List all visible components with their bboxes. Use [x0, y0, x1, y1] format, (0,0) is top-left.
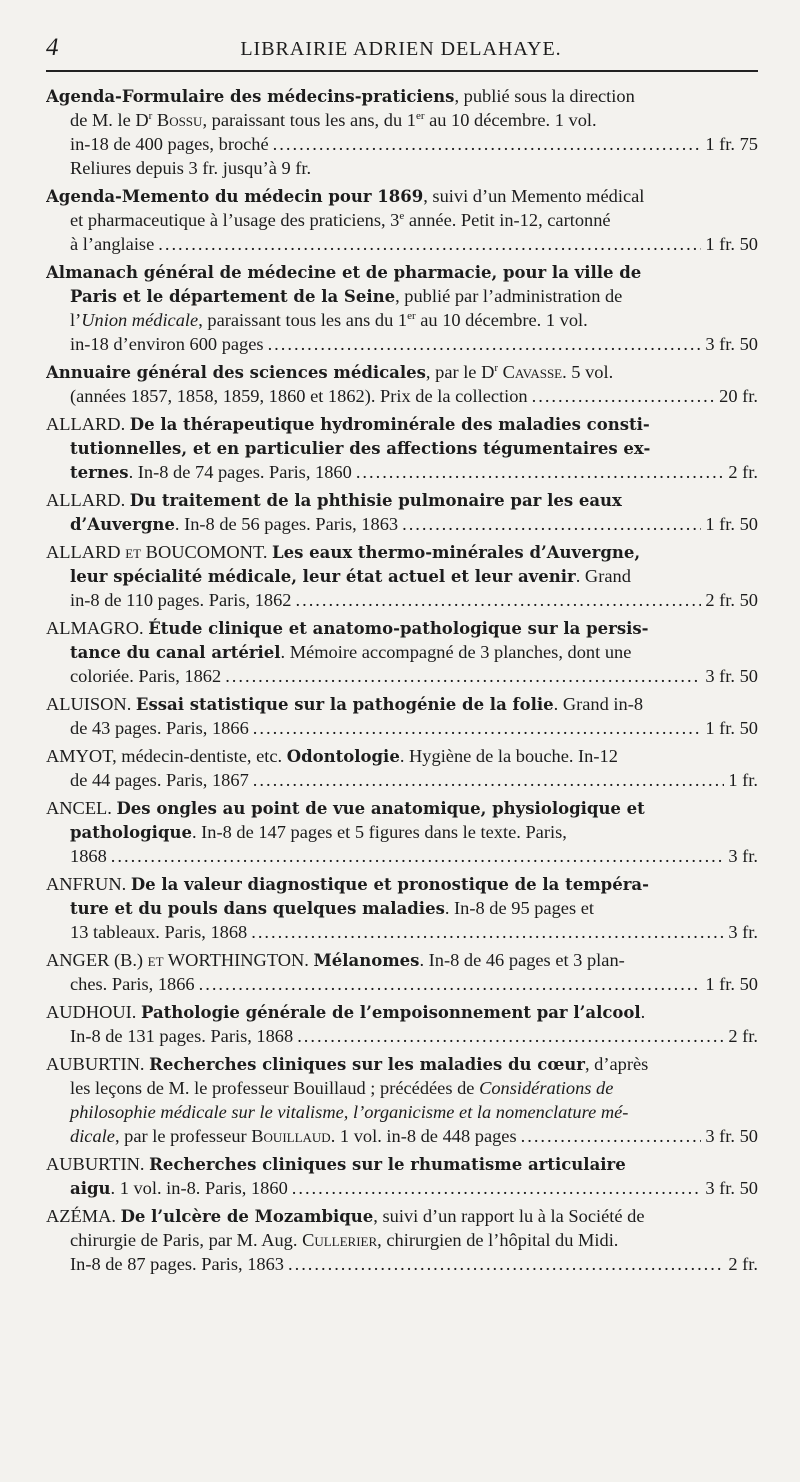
- running-title: LIBRAIRIE ADRIEN DELAHAYE.: [240, 38, 562, 60]
- entry-title: Odontologie: [286, 747, 400, 766]
- entry-price-line: [46, 1252, 758, 1276]
- entry-description: 1868: [70, 846, 107, 866]
- entry-description: In-8 de 131 pages. Paris, 1868: [70, 1026, 294, 1046]
- entry-line: [46, 308, 758, 332]
- entry-line: [46, 564, 758, 588]
- small-caps-text: Cullerier: [302, 1230, 378, 1250]
- entry-line: [46, 744, 758, 768]
- entry-title: Recherches cliniques sur les maladies du cœur: [149, 1055, 585, 1074]
- entry-title: Paris et le département de la Seine: [70, 287, 396, 306]
- entry-price-line: [46, 460, 758, 484]
- superscript: er: [407, 309, 416, 322]
- entry-price-line: [46, 132, 758, 156]
- entry-text: . 5 vol.: [562, 362, 614, 382]
- entry-text: ALLARD.: [46, 490, 130, 510]
- entry-line: [46, 184, 758, 208]
- entry-text: année. Petit in-12, cartonné: [404, 210, 611, 230]
- entry-price-line: [46, 232, 758, 256]
- entry-text: AUBURTIN.: [46, 1054, 150, 1074]
- entry-price-line: [46, 512, 758, 536]
- entry-text: . In-8 de 147 pages et 5 figures dans le texte. Paris,: [191, 822, 567, 842]
- entry-text: au 10 décembre. 1 vol.: [424, 110, 597, 130]
- entry-text: , d’après: [584, 1054, 649, 1074]
- entry-price: 2 fr.: [728, 1026, 758, 1046]
- entry-price: 3 fr.: [728, 922, 758, 942]
- entry-line: [46, 616, 758, 640]
- entry-title: Recherches cliniques sur le rhumatisme articulaire: [149, 1155, 626, 1174]
- small-caps-text: Cavasse: [498, 362, 563, 382]
- entry-text: , paraissant tous les ans, du 1: [202, 110, 416, 130]
- catalogue-entry: [46, 360, 758, 408]
- entry-title: De la valeur diagnostique et pronostique de la tempéra-: [130, 875, 649, 894]
- entry-price-line: [46, 768, 758, 792]
- entry-text: .: [640, 1002, 646, 1022]
- entry-line: [46, 540, 758, 564]
- entry-text: , publié sous la direction: [454, 86, 635, 106]
- entry-price-line: [46, 1024, 758, 1048]
- entry-line: [46, 284, 758, 308]
- entry-text: ANGER (B.): [46, 950, 148, 970]
- dot-leader: [273, 132, 702, 156]
- dot-leader: [297, 1024, 724, 1048]
- entry-title: d’Auvergne: [70, 515, 175, 534]
- small-caps-text: Bossu: [152, 110, 203, 130]
- page-header: [46, 30, 756, 66]
- entry-line: [46, 1228, 758, 1252]
- italic-text: dicale: [70, 1126, 115, 1146]
- entry-title: tance du canal artériel: [70, 643, 281, 662]
- entry-price-line: [46, 332, 758, 356]
- catalogue-entry: [46, 796, 758, 868]
- entry-line: [46, 360, 758, 384]
- entry-line: [46, 1000, 758, 1024]
- catalogue-entry: [46, 692, 758, 740]
- entry-title: leur spécialité médicale, leur état actuel et leur avenir: [70, 567, 576, 586]
- entry-price-line: [46, 664, 758, 688]
- dot-leader: [111, 844, 725, 868]
- entry-text: et pharmaceutique à l’usage des praticiens, 3: [70, 210, 400, 230]
- entry-line: [46, 692, 758, 716]
- entry-line: [46, 1076, 758, 1100]
- entry-line: [46, 1204, 758, 1228]
- catalogue-entry: [46, 744, 758, 792]
- entry-description: in-18 d’environ 600 pages: [70, 334, 264, 354]
- entry-title: Mélanomes: [313, 951, 420, 970]
- entry-text: . 1 vol. in-8. Paris, 1860: [110, 1178, 288, 1198]
- entry-text: ALMAGRO.: [46, 618, 149, 638]
- entry-title: Almanach général de médecine et de pharmacie, pour la ville de: [46, 263, 642, 282]
- entry-description: [70, 512, 398, 536]
- dot-leader: [356, 460, 725, 484]
- entry-text: l’: [70, 310, 82, 330]
- entry-price: 1 fr.: [728, 770, 758, 790]
- entry-line: [46, 820, 758, 844]
- entry-price: 2 fr. 50: [705, 590, 758, 610]
- entry-text: AMYOT, médecin-dentiste, etc.: [46, 746, 287, 766]
- entry-title: aigu: [70, 1179, 111, 1198]
- entry-line: [46, 1100, 758, 1124]
- entry-price-line: [46, 844, 758, 868]
- entry-line: [46, 208, 758, 232]
- dot-leader: [253, 768, 725, 792]
- entry-title: Essai statistique sur la pathogénie de la folie: [135, 695, 554, 714]
- entry-text: WORTHINGTON.: [163, 950, 314, 970]
- entry-price: 1 fr. 75: [705, 134, 758, 154]
- entry-description: [70, 1124, 517, 1148]
- entry-title: Agenda-Formulaire des médecins-praticiens: [46, 87, 455, 106]
- entry-text: , par le D: [425, 362, 495, 382]
- entry-title: Du traitement de la phthisie pulmonaire par les eaux: [129, 491, 622, 510]
- entry-text: . Hygiène de la bouche. In-12: [399, 746, 618, 766]
- entry-text: les leçons de M. le professeur Bouillaud ; précédées de: [70, 1078, 480, 1098]
- entry-line: [46, 436, 758, 460]
- dot-leader: [292, 1176, 702, 1200]
- entry-text: de M. le D: [70, 110, 149, 130]
- header-rule: [46, 70, 758, 72]
- entry-description: (années 1857, 1858, 1859, 1860 et 1862). Prix de la collection: [70, 386, 528, 406]
- entry-line: [46, 1152, 758, 1176]
- entry-line: [46, 108, 758, 132]
- entry-line: [46, 488, 758, 512]
- small-caps-text: et: [125, 542, 142, 562]
- entry-description: [70, 1176, 288, 1200]
- catalogue-entry: [46, 488, 758, 536]
- entry-text: . In-8 de 56 pages. Paris, 1863: [174, 514, 399, 534]
- dot-leader: [402, 512, 701, 536]
- entry-price: 3 fr. 50: [705, 666, 758, 686]
- entry-price: 3 fr.: [728, 846, 758, 866]
- entry-text: au 10 décembre. 1 vol.: [415, 310, 588, 330]
- entry-price-line: [46, 716, 758, 740]
- entry-text: , chirurgien de l’hôpital du Midi.: [377, 1230, 619, 1250]
- page-number: 4: [46, 34, 59, 61]
- dot-leader: [268, 332, 702, 356]
- dot-leader: [288, 1252, 724, 1276]
- entry-text: chirurgie de Paris, par M. Aug.: [70, 1230, 303, 1250]
- catalogue-entry: [46, 1000, 758, 1048]
- entry-text: ALLARD.: [46, 414, 130, 434]
- entry-text: BOUCOMONT.: [141, 542, 273, 562]
- entry-text: ANFRUN.: [46, 874, 131, 894]
- entry-text: , suivi d’un Memento médical: [423, 186, 645, 206]
- catalogue-entry: [46, 84, 758, 180]
- catalogue-entries: [46, 84, 758, 1280]
- dot-leader: [521, 1124, 702, 1148]
- entry-text: AUDHOUI.: [46, 1002, 142, 1022]
- entry-price: 3 fr. 50: [705, 1126, 758, 1146]
- entry-description: In-8 de 87 pages. Paris, 1863: [70, 1254, 285, 1274]
- italic-text: Considérations de: [479, 1078, 614, 1098]
- catalogue-entry: [46, 1152, 758, 1200]
- dot-leader: [225, 664, 701, 688]
- entry-price-line: [46, 588, 758, 612]
- entry-text: . In-8 de 95 pages et: [444, 898, 594, 918]
- dot-leader: [253, 716, 702, 740]
- entry-price-line: [46, 384, 758, 408]
- superscript: er: [415, 109, 425, 122]
- entry-text: ALLARD: [46, 542, 126, 562]
- entry-text: Reliures depuis 3 fr. jusqu’à 9 fr.: [70, 158, 312, 178]
- entry-line: [46, 412, 758, 436]
- entry-title: tutionnelles, et en particulier des affections tégumentaires ex-: [70, 439, 651, 458]
- entry-description: in-8 de 110 pages. Paris, 1862: [70, 590, 292, 610]
- catalogue-entry: [46, 412, 758, 484]
- entry-description: à l’anglaise: [70, 234, 155, 254]
- entry-text: , par le professeur: [114, 1126, 252, 1146]
- entry-text: , publié par l’administration de: [395, 286, 623, 306]
- entry-text: , suivi d’un rapport lu à la Société de: [373, 1206, 645, 1226]
- entry-price-line: [46, 1124, 758, 1148]
- entry-price: 1 fr. 50: [705, 718, 758, 738]
- dot-leader: [532, 384, 716, 408]
- entry-line: [46, 896, 758, 920]
- dot-leader: [296, 588, 702, 612]
- entry-title: pathologique: [70, 823, 192, 842]
- small-caps-text: Bouillaud: [251, 1126, 331, 1146]
- entry-price-line: [46, 1176, 758, 1200]
- catalogue-entry: [46, 260, 758, 356]
- entry-line: [46, 872, 758, 896]
- entry-title: De l’ulcère de Mozambique: [120, 1207, 374, 1226]
- entry-price-line: [46, 920, 758, 944]
- entry-text: ALUISON.: [46, 694, 136, 714]
- catalogue-entry: [46, 948, 758, 996]
- superscript: r: [494, 361, 499, 374]
- entry-description: in-18 de 400 pages, broché: [70, 134, 269, 154]
- entry-price: 3 fr. 50: [705, 334, 758, 354]
- entry-title: Les eaux thermo-minérales d’Auvergne,: [272, 543, 641, 562]
- entry-text: . Grand in-8: [553, 694, 644, 714]
- entry-description: [70, 460, 352, 484]
- small-caps-text: et: [147, 950, 164, 970]
- dot-leader: [158, 232, 701, 256]
- entry-price: 2 fr.: [728, 462, 758, 482]
- italic-text: philosophie médicale sur le vitalisme, l’organicisme et la nomenclature mé-: [70, 1102, 629, 1122]
- entry-price-line: [46, 972, 758, 996]
- entry-line: [46, 640, 758, 664]
- entry-line: [46, 948, 758, 972]
- entry-title: Annuaire général des sciences médicales: [46, 363, 426, 382]
- entry-title: ternes: [70, 463, 129, 482]
- entry-title: Des ongles au point de vue anatomique, physiologique et: [116, 799, 645, 818]
- catalogue-entry: [46, 540, 758, 612]
- entry-title: ture et du pouls dans quelques maladies: [70, 899, 445, 918]
- entry-line: [46, 796, 758, 820]
- entry-price: 2 fr.: [728, 1254, 758, 1274]
- entry-title: Pathologie générale de l’empoisonnement par l’alcool: [141, 1003, 641, 1022]
- entry-text: . 1 vol. in-8 de 448 pages: [330, 1126, 517, 1146]
- entry-description: coloriée. Paris, 1862: [70, 666, 222, 686]
- catalogue-entry: [46, 1204, 758, 1276]
- entry-text: . In-8 de 46 pages et 3 plan-: [419, 950, 625, 970]
- entry-text: . Grand: [575, 566, 631, 586]
- entry-description: ches. Paris, 1866: [70, 974, 195, 994]
- entry-description: 13 tableaux. Paris, 1868: [70, 922, 248, 942]
- catalogue-entry: [46, 1052, 758, 1148]
- entry-price: 1 fr. 50: [705, 974, 758, 994]
- entry-price: 20 fr.: [719, 386, 758, 406]
- entry-text: , paraissant tous les ans du 1: [198, 310, 408, 330]
- entry-title: Agenda-Memento du médecin pour 1869: [46, 187, 424, 206]
- entry-description: de 43 pages. Paris, 1866: [70, 718, 249, 738]
- entry-line: [46, 156, 758, 180]
- entry-text: AZÉMA.: [46, 1206, 121, 1226]
- entry-line: [46, 84, 758, 108]
- italic-text: Union médicale: [81, 310, 199, 330]
- entry-text: . In-8 de 74 pages. Paris, 1860: [128, 462, 352, 482]
- entry-price: 3 fr. 50: [705, 1178, 758, 1198]
- entry-line: [46, 1052, 758, 1076]
- catalogue-entry: [46, 872, 758, 944]
- entry-description: de 44 pages. Paris, 1867: [70, 770, 249, 790]
- entry-title: De la thérapeutique hydrominérale des maladies consti-: [129, 415, 650, 434]
- catalogue-entry: [46, 616, 758, 688]
- dot-leader: [199, 972, 702, 996]
- superscript: r: [148, 109, 153, 122]
- superscript: e: [399, 209, 405, 222]
- entry-price: 1 fr. 50: [705, 514, 758, 534]
- dot-leader: [251, 920, 724, 944]
- catalogue-entry: [46, 184, 758, 256]
- entry-text: ANCEL.: [46, 798, 117, 818]
- entry-text: . Mémoire accompagné de 3 planches, dont une: [280, 642, 632, 662]
- entry-line: [46, 260, 758, 284]
- entry-title: Étude clinique et anatomo-pathologique sur la persis-: [148, 619, 649, 638]
- entry-text: AUBURTIN.: [46, 1154, 150, 1174]
- entry-price: 1 fr. 50: [705, 234, 758, 254]
